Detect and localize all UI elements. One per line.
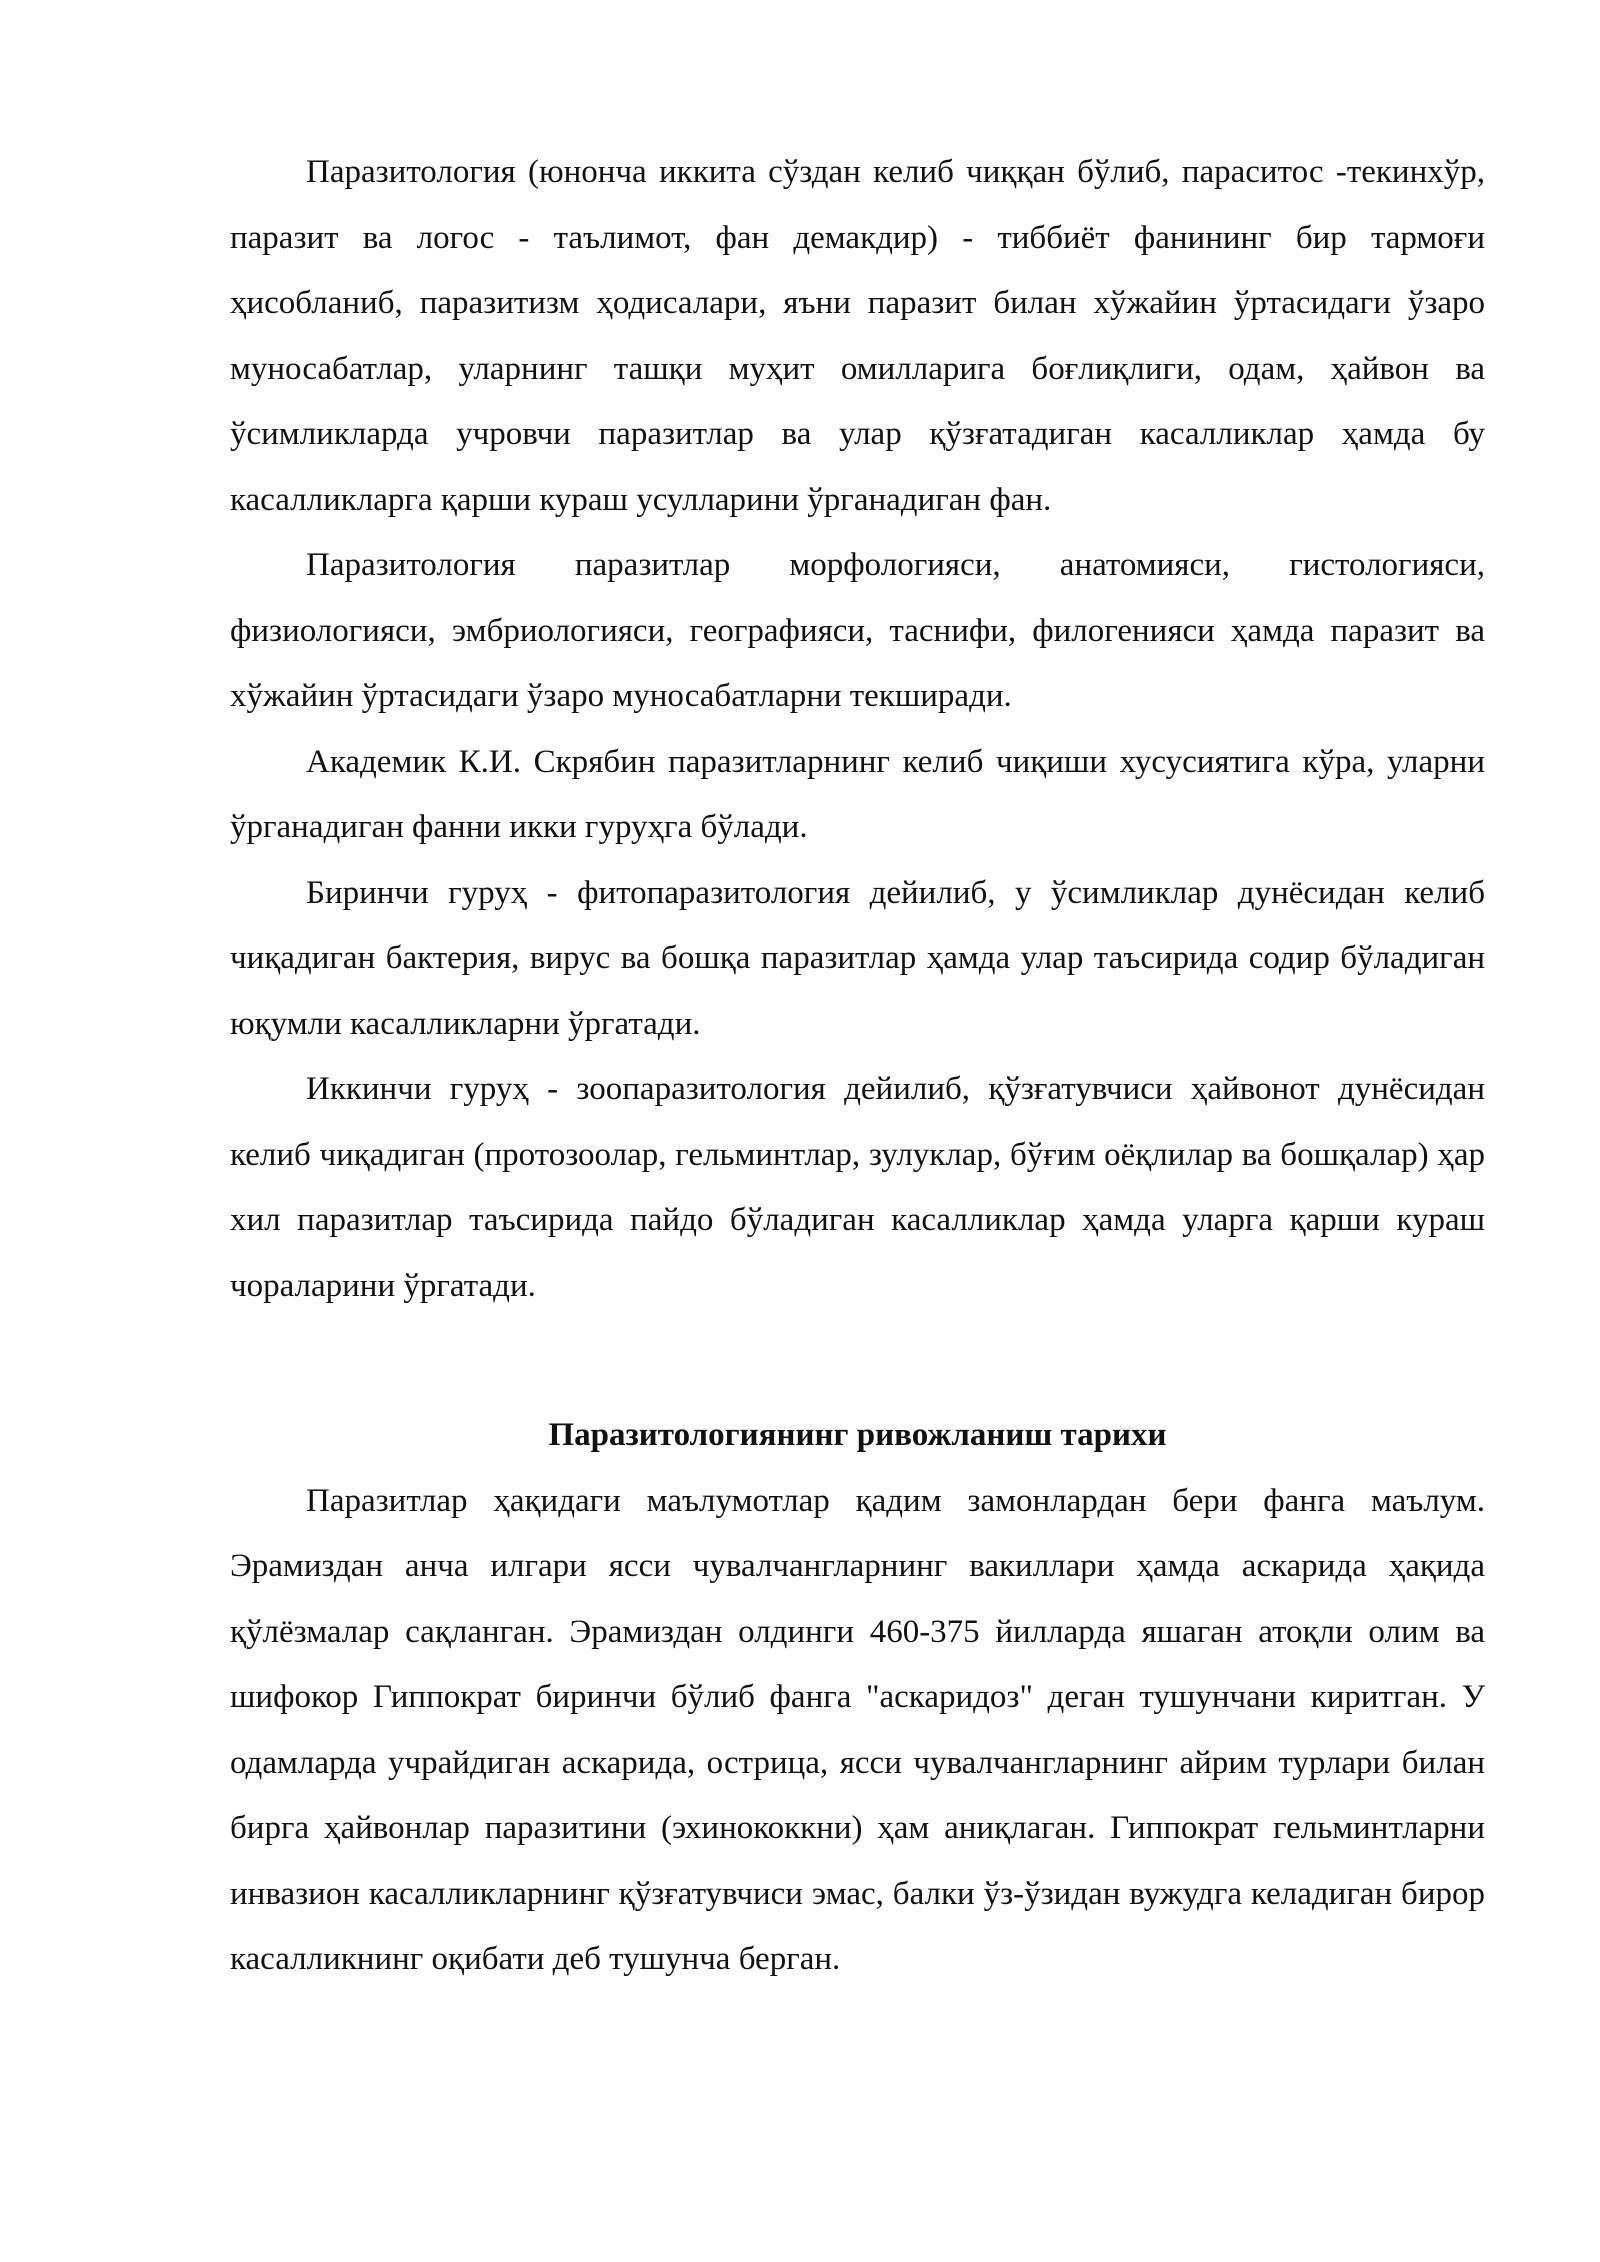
paragraph-skryabin-groups: Академик К.И. Скрябин паразитларнинг келиб чиқиши хусусиятига кўра, уларни ўрганадиган фанни икки гуруҳга бўлади. [230, 743, 1485, 845]
section-heading: Паразитологиянинг ривожланиш тарихи [548, 1417, 1167, 1453]
paragraph-history: Паразитлар ҳақидаги маълумотлар қадим замонлардан бери фанга маълум. Эрамиздан анча илгари ясси чувалчангларнинг вакиллари ҳамда аскарида ҳақида қўлёзмалар сақланган. Эрамиздан олдинги 460-375 йилларда яшаган атоқли олим ва шифокор Гиппократ биринчи бўлиб фанга "аскаридоз" деган тушунчани киритган. У одамларда учрайдиган аскарида, острица, ясси чувалчангларнинг айрим турлари билан бирга ҳайвонлар паразитини (эхинококкни) ҳам аниқлаган. Гиппократ гельминтларни инвазион касалликларнинг қўзғатувчиси эмас, балки ўз-ўзидан вужудга келадиган бирор касалликнинг оқибати деб тушунча берган. [230, 1482, 1485, 1977]
paragraph-parasitology-definition: Паразитология (юнонча иккита сўздан келиб чиққан бўлиб, параситос -текинхўр, паразит ва логос - таълимот, фан демакдир) - тиббиёт фанининг бир тармоғи ҳисобланиб, паразитизм ҳодисалари, яъни паразит билан хўжайин ўртасидаги ўзаро муносабатлар, уларнинг ташқи муҳит омилларига боғлиқлиги, одам, ҳайвон ва ўсимликларда учровчи паразитлар ва улар қўзғатадиган касалликлар ҳамда бу касалликларга қарши кураш усулларини ўрганадиган фан. [230, 154, 1485, 518]
paragraph-second-group: Иккинчи гуруҳ - зоопаразитология дейилиб, қўзғатувчиси ҳайвонот дунёсидан келиб чиқадиган (протозоолар, гельминтлар, зулуклар, бўғим оёқлилар ва бошқалар) ҳар хил паразитлар таъсирида пайдо бўладиган касалликлар ҳамда уларга қарши кураш чораларини ўргатади. [230, 1071, 1485, 1304]
paragraph-parasitology-scope: Паразитология паразитлар морфологияси, анатомияси, гистологияси, физиологияси, эмбриологияси, географияси, таснифи, филогенияси ҳамда паразит ва хўжайин ўртасидаги ўзаро муносабатларни текширади. [230, 547, 1485, 714]
document-page [230, 140, 1485, 1993]
paragraph-first-group: Биринчи гуруҳ - фитопаразитология дейилиб, у ўсимликлар дунёсидан келиб чиқадиган бактерия, вирус ва бошқа паразитлар ҳамда улар таъсирида содир бўладиган юқумли касалликларни ўргатади. [230, 874, 1485, 1042]
